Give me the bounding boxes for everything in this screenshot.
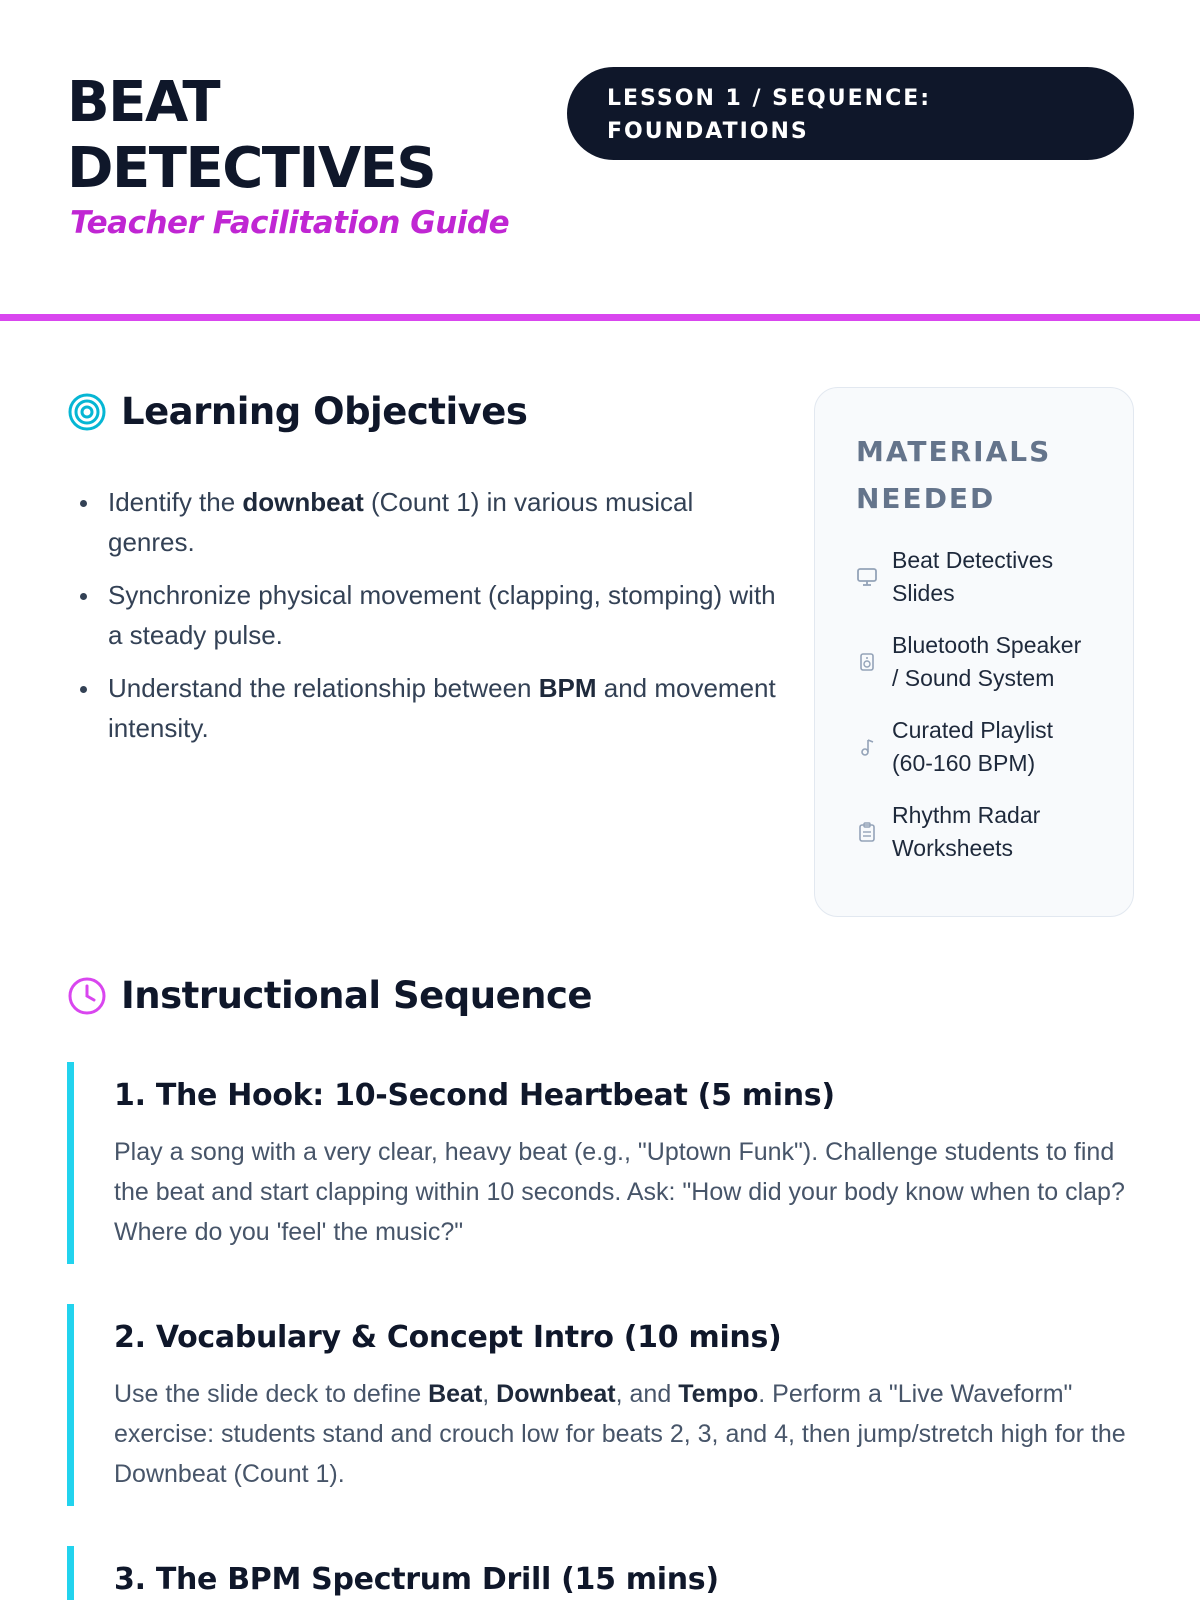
material-item: [856, 629, 1093, 695]
step-text: Play a song with a very clear, heavy beat (e.g., "Uptown Funk"). Challenge students to find the beat and start clapping within 10 seconds. Ask: "How did your body know when to clap? Where do you 'feel' the music?": [114, 1138, 1125, 1246]
step-text: . Perform a "Live Waveform" exercise: students stand and crouch low for beats 2, 3, and 4, then jump/stretch high for the Downbeat (Count 1).: [114, 1380, 1126, 1488]
step-title: 1. The Hook: 10-Second Heartbeat (5 mins): [114, 1078, 835, 1113]
objective-item: [80, 575, 780, 655]
page-header: [0, 0, 1200, 322]
sequence-heading: Instructional Sequence: [121, 974, 593, 1017]
material-label: Rhythm Radar Worksheets: [892, 802, 1041, 861]
music-note-icon: [856, 736, 878, 758]
objective-text: Identify the: [108, 487, 243, 517]
step-title: 3. The BPM Spectrum Drill (15 mins): [114, 1562, 719, 1597]
step-keyword: Downbeat: [496, 1380, 616, 1408]
sequence-step: [67, 1062, 1147, 1264]
step-title: 2. Vocabulary & Concept Intro (10 mins): [114, 1320, 782, 1355]
step-keyword: Beat: [428, 1380, 483, 1408]
materials-card: [814, 387, 1134, 917]
objectives-heading: Learning Objectives: [121, 390, 528, 433]
lesson-badge-line-2: FOUNDATIONS: [607, 119, 809, 144]
objectives-list: [80, 482, 780, 761]
material-item: [856, 714, 1093, 780]
objective-text: Understand the relationship between: [108, 673, 539, 703]
page-subtitle: Teacher Facilitation Guide: [70, 205, 510, 241]
material-label: Beat Detectives Slides: [892, 547, 1054, 606]
clipboard-icon: [856, 821, 878, 843]
lesson-badge-line-1: LESSON 1 / SEQUENCE:: [607, 86, 932, 111]
objective-item: [80, 482, 780, 562]
sequence-step: [67, 1546, 1147, 1600]
objective-bold: BPM: [538, 673, 597, 703]
step-keyword: Tempo: [678, 1380, 759, 1408]
material-item: [856, 799, 1093, 865]
speaker-icon: [856, 651, 878, 673]
clock-icon: [67, 976, 107, 1016]
step-text: , and: [615, 1380, 679, 1408]
step-text: Use the slide deck to define: [114, 1380, 429, 1408]
sequence-steps: [67, 1062, 1147, 1600]
monitor-icon: [856, 566, 878, 588]
lesson-badge: [567, 67, 1134, 160]
sequence-step: [67, 1304, 1147, 1506]
title-line-2: DETECTIVES: [67, 136, 436, 201]
sequence-header: [67, 974, 592, 1017]
material-label: Bluetooth Speaker / Sound System: [892, 632, 1082, 691]
objective-item: [80, 668, 780, 748]
materials-heading: MATERIALS NEEDED: [856, 435, 1052, 515]
objective-text: (Count 1) in various musical genres.: [108, 487, 694, 557]
title-line-1: BEAT: [67, 70, 220, 135]
step-text: ,: [482, 1380, 497, 1408]
objective-text: and movement intensity.: [108, 673, 776, 743]
objective-bold: downbeat: [242, 487, 364, 517]
step-description: [114, 1132, 1147, 1252]
material-label: Curated Playlist (60-160 BPM): [892, 717, 1054, 776]
objectives-header: [67, 390, 527, 433]
material-item: [856, 544, 1093, 610]
header-divider: [0, 314, 1200, 321]
objective-text: Synchronize physical movement (clapping, stomping) with a steady pulse.: [108, 580, 776, 650]
target-icon: [67, 392, 107, 432]
step-description: [114, 1374, 1147, 1494]
page-title: [67, 70, 567, 202]
